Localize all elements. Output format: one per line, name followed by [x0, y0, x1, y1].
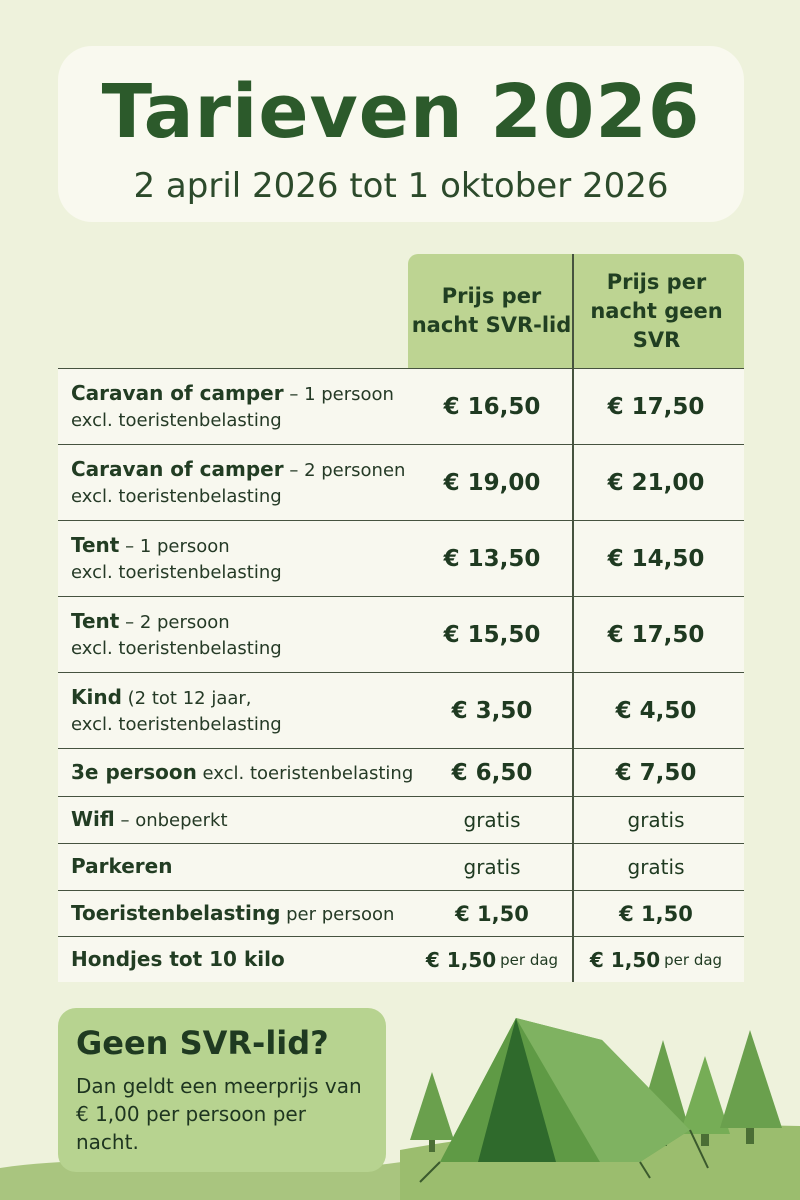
price-svr: € 16,50 [443, 393, 541, 420]
price-non-svr: € 17,50 [607, 621, 705, 648]
column-header-non-svr-label: Prijs per nacht geen SVR [590, 269, 723, 352]
row-label [71, 521, 416, 596]
price-svr: € 13,50 [443, 545, 541, 572]
row-note: excl. toeristenbelasting [71, 713, 282, 735]
price-non-svr: gratis [627, 855, 685, 879]
column-header-non-svr [575, 254, 738, 368]
page-title: Tarieven 2026 [101, 69, 701, 155]
price-non-svr: € 4,50 [615, 697, 697, 724]
row-name: Tent [71, 532, 120, 557]
row-label [71, 891, 416, 936]
table-row [58, 796, 744, 843]
row-label [71, 369, 416, 444]
row-note: excl. toeristenbelasting [71, 637, 282, 659]
row-detail: per persoon [286, 903, 395, 925]
price-non-svr: € 1,50 [619, 901, 693, 926]
date-range-subtitle: 2 april 2026 tot 1 oktober 2026 [133, 166, 669, 206]
row-note: excl. toeristenbelasting [71, 409, 282, 431]
row-note: excl. toeristenbelasting [71, 561, 282, 583]
row-note: excl. toeristenbelasting [71, 485, 282, 507]
price-svr: € 1,50 [455, 901, 529, 926]
pine-tree-icon [720, 1030, 782, 1144]
notice-body: Dan geldt een meerprijs van € 1,00 per persoon per nacht. [76, 1074, 362, 1154]
price-non-svr: € 17,50 [607, 393, 705, 420]
row-detail: – 1 persoon [289, 383, 394, 405]
rates-table [58, 254, 744, 982]
column-header-svr-label: Prijs per nacht SVR-lid [411, 284, 572, 337]
price-svr-value: € 1,50 [425, 947, 497, 972]
price-svr: gratis [463, 855, 521, 879]
row-name: Parkeren [71, 854, 173, 878]
row-name: Toeristenbelasting [71, 900, 281, 925]
table-row [58, 444, 744, 520]
row-label [71, 844, 416, 890]
price-svr: € 3,50 [451, 697, 533, 724]
row-label [71, 749, 416, 796]
column-header-svr [410, 254, 573, 368]
row-name: Hondjes tot 10 kilo [71, 946, 285, 971]
row-name: Kind [71, 684, 122, 709]
row-label [71, 445, 416, 520]
notice-title: Geen SVR-lid? [76, 1024, 329, 1062]
price-svr: € 6,50 [451, 759, 533, 786]
table-row [58, 520, 744, 596]
row-label [71, 673, 416, 748]
pine-tree-icon [410, 1072, 454, 1152]
row-detail: – 2 personen [289, 459, 406, 481]
price-svr: gratis [463, 808, 521, 832]
price-non-svr: € 14,50 [607, 545, 705, 572]
table-row [58, 596, 744, 672]
table-row [58, 890, 744, 936]
row-name: Tent [71, 608, 120, 633]
price-svr-unit: per dag [500, 950, 559, 969]
table-row [58, 672, 744, 748]
price-svr: € 19,00 [443, 469, 541, 496]
row-name: Caravan of camper [71, 380, 284, 405]
table-row [58, 843, 744, 890]
table-row [58, 936, 744, 982]
price-non-svr-unit: per dag [664, 950, 723, 969]
price-svr [410, 937, 574, 982]
table-row [58, 368, 744, 444]
table-row [58, 748, 744, 796]
row-detail: – onbeperkt [120, 810, 228, 831]
price-non-svr: € 7,50 [615, 759, 697, 786]
title-card [58, 46, 744, 222]
row-name: 3e persoon [71, 759, 197, 784]
row-name: Wifl [71, 807, 115, 831]
price-svr: € 15,50 [443, 621, 541, 648]
row-name: Caravan of camper [71, 456, 284, 481]
price-non-svr-value: € 1,50 [589, 947, 661, 972]
price-non-svr: gratis [627, 808, 685, 832]
row-detail: (2 tot 12 jaar, [127, 687, 252, 709]
price-non-svr [574, 937, 738, 982]
non-svr-notice [58, 1008, 386, 1172]
row-label [71, 797, 416, 843]
pine-tree-icon [680, 1056, 730, 1146]
price-non-svr: € 21,00 [607, 469, 705, 496]
row-label [71, 597, 416, 672]
row-label [71, 937, 416, 982]
row-detail: – 1 persoon [125, 535, 230, 557]
row-detail: excl. toeristenbelasting [202, 762, 414, 784]
row-detail: – 2 persoon [125, 611, 230, 633]
